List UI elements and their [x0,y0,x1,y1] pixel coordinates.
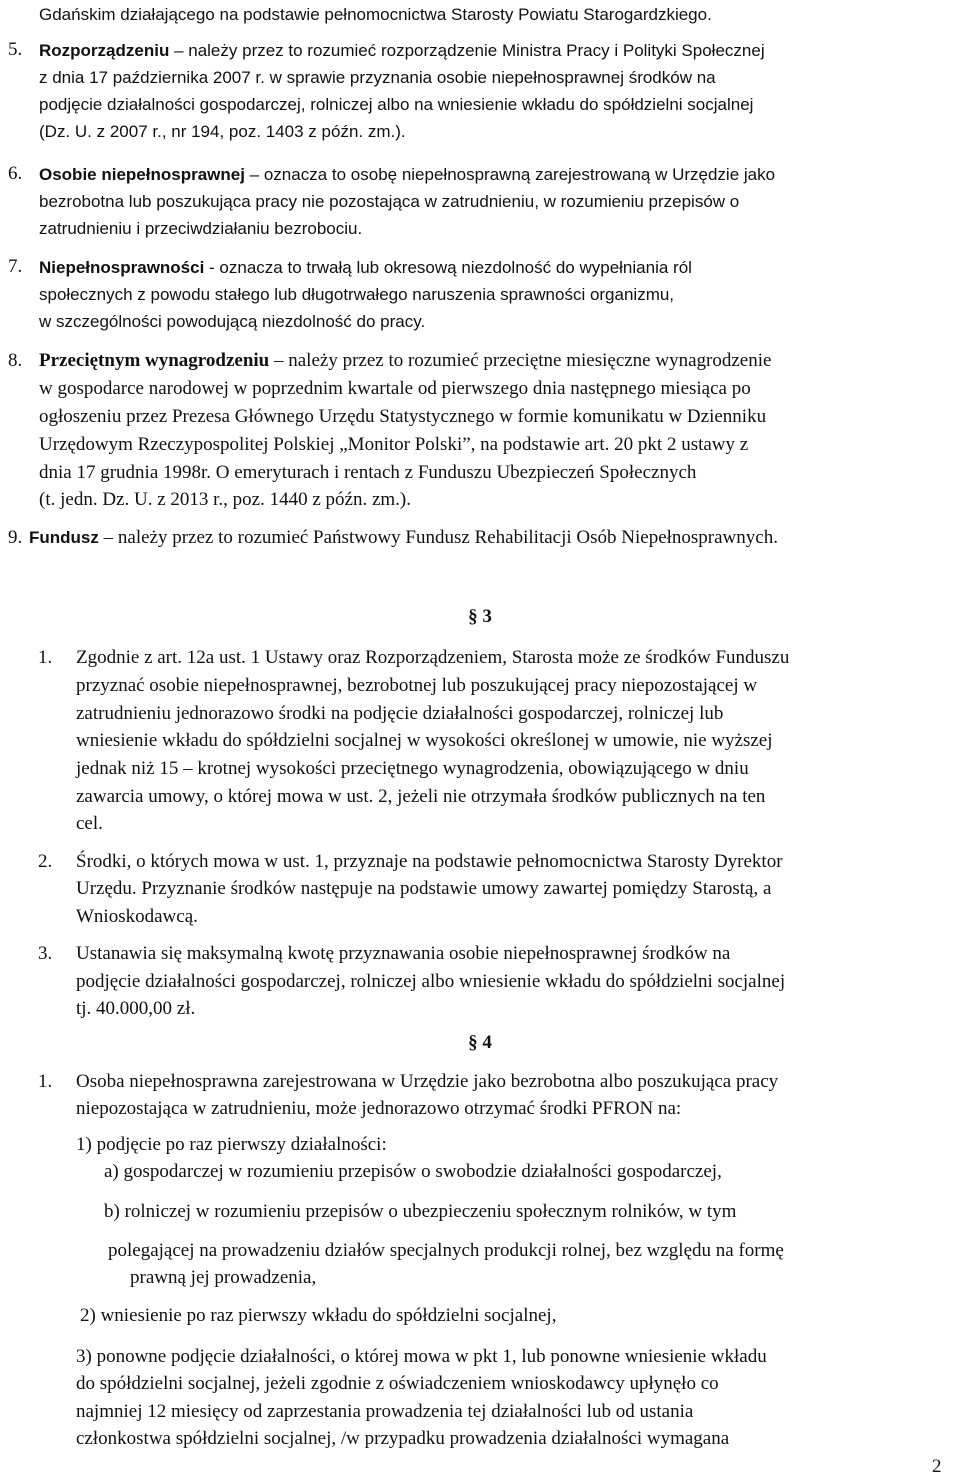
s3-item-2-line-3: Wnioskodawcą. [76,906,198,927]
top-line: Gdańskim działającego na podstawie pełnomocnictwa Starosty Powiatu Starogardzkiego. [39,5,712,24]
s4-sub-1b: b) rolniczej w rozumieniu przepisów o ubezpieczeniu społecznym rolników, w tym [104,1201,737,1222]
s3-item-1-line-4: wniesienie wkładu do spółdzielni socjalnej w wysokości określonej w umowie, nie wyższej [76,730,773,751]
page-number: 2 [932,1456,942,1477]
s3-item-2-number: 2. [38,851,53,872]
s4-sub-1c-line-1: polegającej na prowadzeniu działów specjalnych produkcji rolnej, bez względu na formę [108,1240,784,1261]
s3-item-2-line-1: Środki, o których mowa w ust. 1, przyznaje na podstawie pełnomocnictwa Starosty Dyrektor [76,851,783,872]
def-8-number: 8. [8,350,23,371]
def-7-number: 7. [8,256,23,277]
s3-item-1-line-2: przyznać osobie niepełnosprawnej, bezrobotnej lub poszukującej pracy niepozostającej w [76,675,758,696]
def-6-term: Osobie niepełnosprawnej [39,165,245,184]
s4-sub-3-line-3: najmniej 12 miesięcy od zaprzestania prowadzenia tej działalności lub od ustania [76,1401,694,1422]
s3-item-2-line-2: Urzędu. Przyznanie środków następuje na podstawie umowy zawartej pomiędzy Starostą, a [76,878,772,899]
s4-item-1-line-1: Osoba niepełnosprawna zarejestrowana w Urzędzie jako bezrobotna albo poszukująca pracy [76,1071,779,1092]
s3-item-3-number: 3. [38,943,53,964]
s4-item-1-number: 1. [38,1071,53,1092]
section-4-heading: § 4 [468,1032,492,1053]
def-9-number: 9. [8,527,23,548]
s3-item-1-line-7: cel. [76,813,103,834]
s3-item-3-line-1: Ustanawia się maksymalną kwotę przyznawania osobie niepełnosprawnej środków na [76,943,731,964]
def-7-line-2: społecznych z powodu stałego lub długotrwałego naruszenia sprawności organizmu, [39,285,675,304]
s4-sub-1: 1) podjęcie po raz pierwszy działalności: [76,1134,387,1155]
def-8-line-3: ogłoszeniu przez Prezesa Głównego Urzędu Statystycznego w formie komunikatu w Dzienniku [39,406,767,427]
def-5-term: Rozporządzeniu [39,41,170,60]
def-7-line-3: w szczególności powodującą niezdolność do pracy. [39,312,426,331]
def-6-line-3: zatrudnieniu i przeciwdziałaniu bezrobociu. [39,219,363,238]
def-7-term: Niepełnosprawności [39,258,205,277]
def-6-number: 6. [8,163,23,184]
s4-sub-2: 2) wniesienie po raz pierwszy wkładu do spółdzielni socjalnej, [80,1305,557,1326]
s4-sub-1a: a) gospodarczej w rozumieniu przepisów o swobodzie działalności gospodarczej, [104,1161,722,1182]
def-8-line-1: Przeciętnym wynagrodzeniu – należy przez to rozumieć przeciętne miesięczne wynagrodzenie [39,350,772,371]
def-8-line-4: Urzędowym Rzeczypospolitej Polskiej „Monitor Polski”, na podstawie art. 20 pkt 2 ustawy z [39,434,749,455]
def-5-line-3: podjęcie działalności gospodarczej, rolniczej albo na wniesienie wkładu do spółdzielni socjalnej [39,95,754,114]
s4-sub-3-line-2: do spółdzielni socjalnej, jeżeli zgodnie z oświadczeniem wnioskodawcy upłynęło co [76,1373,719,1394]
s3-item-1-number: 1. [38,647,53,668]
s3-item-3-line-2: podjęcie działalności gospodarczej, rolniczej albo wniesienie wkładu do spółdzielni socjalnej [76,971,786,992]
s3-item-3-line-3: tj. 40.000,00 zł. [76,998,196,1019]
s3-item-1-line-3: zatrudnieniu jednorazowo środki na podjęcie działalności gospodarczej, rolniczej lub [76,703,724,724]
def-9-line-1: Fundusz – należy przez to rozumieć Państwowy Fundusz Rehabilitacji Osób Niepełnosprawnych. [29,527,778,548]
s4-sub-1c-line-2: prawną jej prowadzenia, [130,1267,317,1288]
def-8-line-5: dnia 17 grudnia 1998r. O emeryturach i rentach z Funduszu Ubezpieczeń Społecznych [39,462,697,483]
def-5-line-1: Rozporządzeniu – należy przez to rozumieć rozporządzenie Ministra Pracy i Polityki Społecznej [39,41,765,60]
s4-sub-3-line-4: członkostwa spółdzielni socjalnej, /w przypadku prowadzenia działalności wymagana [76,1428,730,1449]
s3-item-1-line-5: jednak niż 15 – krotnej wysokości przeciętnego wynagrodzenia, obowiązującego w dniu [76,758,749,779]
def-6-line-2: bezrobotna lub poszukująca pracy nie pozostająca w zatrudnieniu, w rozumieniu przepisów o [39,192,740,211]
s3-item-1-line-6: zawarcia umowy, o której mowa w ust. 2, jeżeli nie otrzymała środków publicznych na ten [76,786,766,807]
def-8-line-2: w gospodarce narodowej w poprzednim kwartale od pierwszego dnia następnego miesiąca po [39,378,751,399]
def-7-line-1: Niepełnosprawności - oznacza to trwałą lub okresową niezdolność do wypełniania ról [39,258,692,277]
def-8-term: Przeciętnym wynagrodzeniu [39,350,270,371]
s4-item-1-line-2: niepozostająca w zatrudnieniu, może jednorazowo otrzymać środki PFRON na: [76,1098,682,1119]
def-9-term: Fundusz [29,528,99,547]
def-8-line-6: (t. jedn. Dz. U. z 2013 r., poz. 1440 z późn. zm.). [39,489,411,510]
def-6-line-1: Osobie niepełnosprawnej – oznacza to osobę niepełnosprawną zarejestrowaną w Urzędzie jako [39,165,776,184]
def-5-line-2: z dnia 17 października 2007 r. w sprawie przyznania osobie niepełnosprawnej środków na [39,68,716,87]
s3-item-1-line-1: Zgodnie z art. 12a ust. 1 Ustawy oraz Rozporządzeniem, Starosta może ze środków Funduszu [76,647,790,668]
section-3-heading: § 3 [468,606,492,627]
def-5-line-4: (Dz. U. z 2007 r., nr 194, poz. 1403 z późn. zm.). [39,122,406,141]
s4-sub-3-line-1: 3) ponowne podjęcie działalności, o której mowa w pkt 1, lub ponowne wniesienie wkładu [76,1346,767,1367]
def-5-number: 5. [8,39,23,60]
